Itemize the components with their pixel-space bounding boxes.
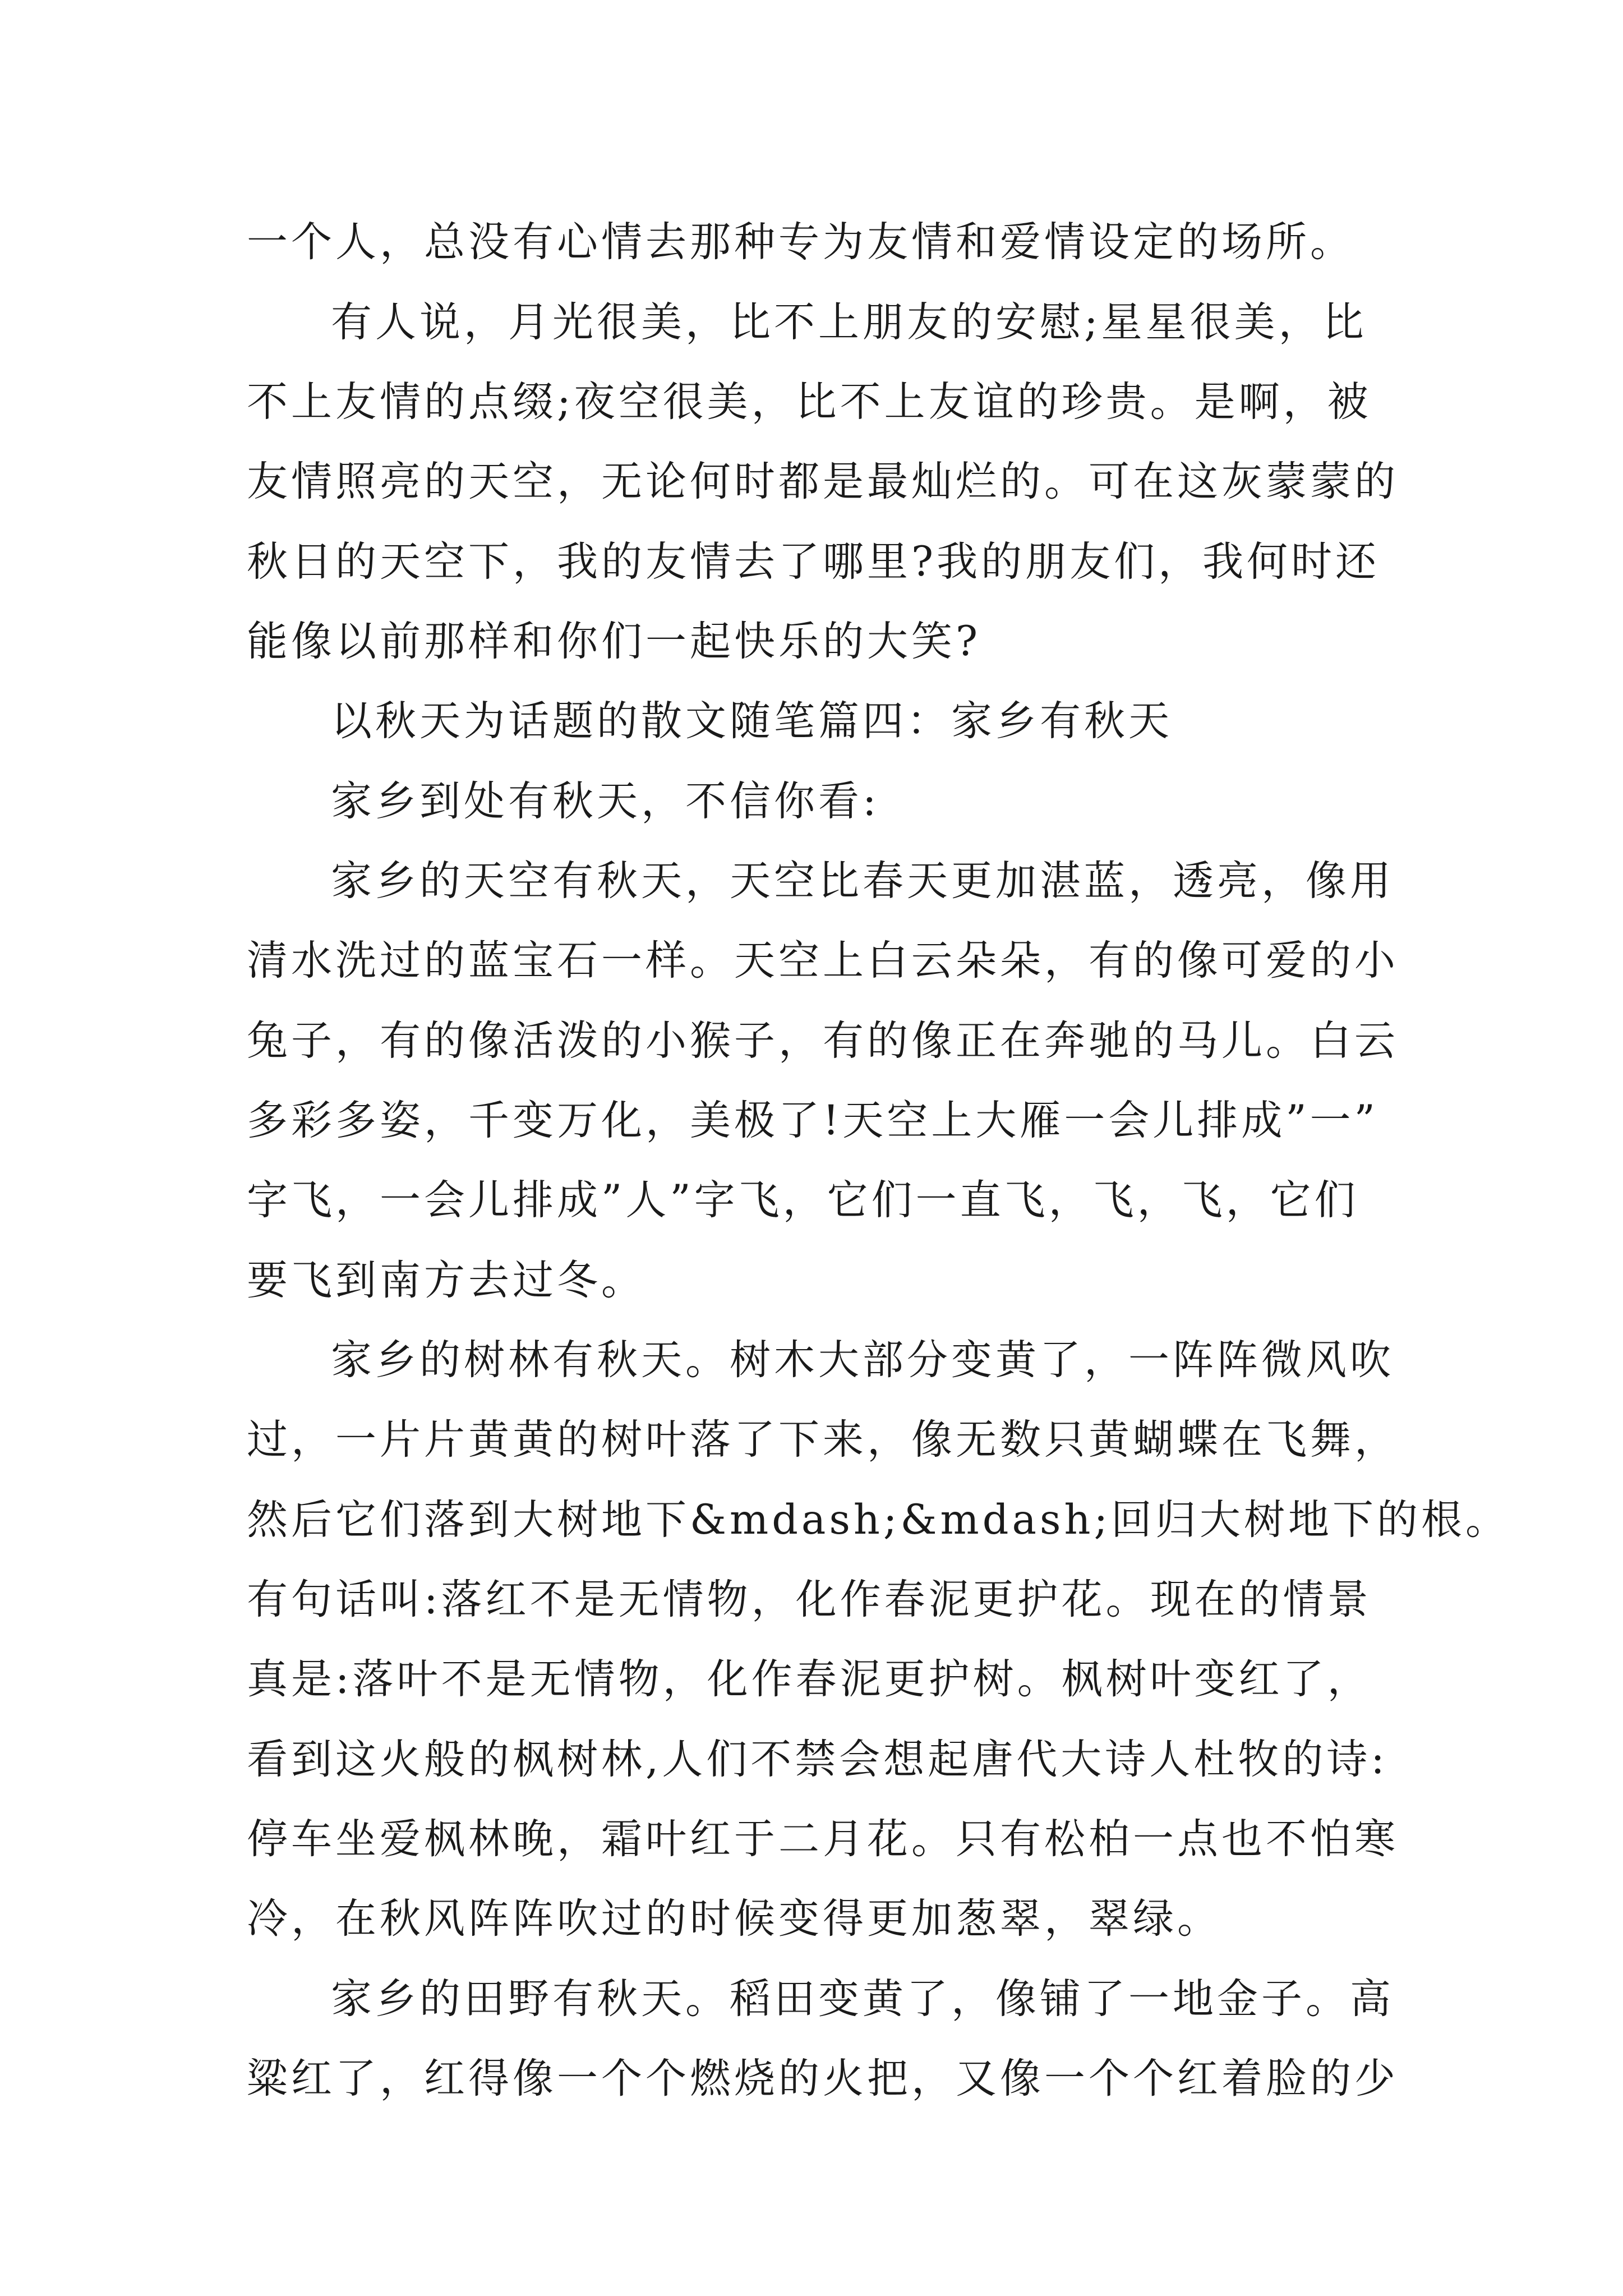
text-line: 多彩多姿，千变万化，美极了!天空上大雁一会儿排成”一” (247, 1097, 1378, 1144)
text-line: 兔子，有的像活泼的小猴子，有的像正在奔驰的马儿。白云 (247, 1017, 1399, 1065)
text-line: 清水洗过的蓝宝石一样。天空上白云朵朵，有的像可爱的小 (247, 937, 1399, 984)
text-line: 要飞到南方去过冬。 (247, 1257, 645, 1304)
text-line: 看到这火般的枫树林,人们不禁会想起唐代大诗人杜牧的诗: (247, 1736, 1388, 1783)
text-line: 有人说，月光很美，比不上朋友的安慰;星星很美，比 (331, 298, 1367, 346)
section-heading: 以秋天为话题的散文随笔篇四：家乡有秋天 (331, 697, 1173, 745)
text-line: 字飞，一会儿排成”人”字飞，它们一直飞，飞，飞，它们 (247, 1176, 1359, 1224)
text-line: 家乡的天空有秋天，天空比春天更加湛蓝，透亮，像用 (331, 857, 1394, 905)
text-line: 冷，在秋风阵阵吹过的时候变得更加葱翠，翠绿。 (247, 1895, 1221, 1943)
text-line: 秋日的天空下，我的友情去了哪里?我的朋友们，我何时还 (247, 538, 1380, 586)
text-line: 家乡的田野有秋天。稻田变黄了，像铺了一地金子。高 (331, 1975, 1394, 2023)
text-line: 然后它们落到大树地下&mdash;&mdash;回归大树地下的根。 (247, 1496, 1510, 1544)
text-line: 有句话叫:落红不是无情物，化作春泥更护花。现在的情景 (247, 1576, 1372, 1623)
text-line: 过，一片片黄黄的树叶落了下来，像无数只黄蝴蝶在飞舞， (247, 1416, 1399, 1464)
text-line: 家乡的树林有秋天。树木大部分变黄了，一阵阵微风吹 (331, 1336, 1394, 1384)
text-line: 真是:落叶不是无情物，化作春泥更护树。枫树叶变红了， (247, 1655, 1372, 1703)
text-line: 能像以前那样和你们一起快乐的大笑? (247, 618, 981, 665)
text-line: 粱红了，红得像一个个燃烧的火把，又像一个个红着脸的少 (247, 2055, 1399, 2102)
text-line: 友情照亮的天空，无论何时都是最灿烂的。可在这灰蒙蒙的 (247, 458, 1399, 505)
text-line: 一个人，总没有心情去那种专为友情和爱情设定的场所。 (247, 218, 1354, 266)
text-line: 不上友情的点缀;夜空很美，比不上友谊的珍贵。是啊，被 (247, 378, 1372, 426)
text-line: 停车坐爱枫林晚，霜叶红于二月花。只有松柏一点也不怕寒 (247, 1815, 1399, 1863)
text-line: 家乡到处有秋天，不信你看: (331, 777, 880, 825)
